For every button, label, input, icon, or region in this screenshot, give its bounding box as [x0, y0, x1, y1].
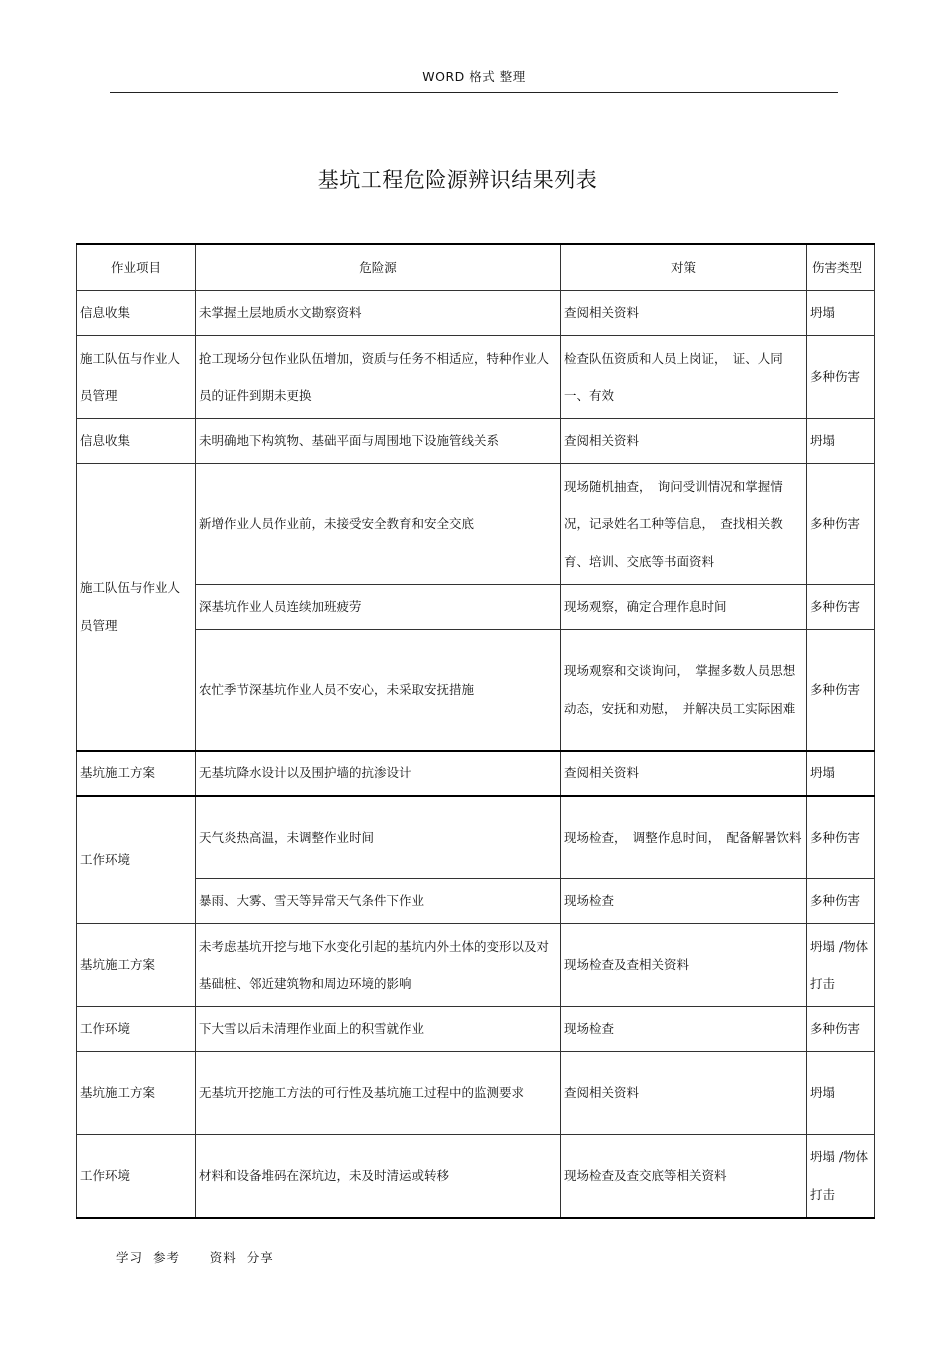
table-row — [77, 630, 875, 751]
cell-type: 坍塌 /物体打击 — [807, 1135, 875, 1218]
cell-type: 多种伤害 — [807, 879, 875, 924]
cell-hazard: 未掌握土层地质水文勘察资料 — [196, 291, 561, 336]
cell-hazard: 未明确地下构筑物、基础平面与周围地下设施管线关系 — [196, 419, 561, 464]
cell-measure: 查阅相关资料 — [561, 751, 807, 796]
cell-type: 坍塌 — [807, 291, 875, 336]
cell-item: 工作环境 — [77, 1135, 196, 1218]
cell-type: 坍塌 — [807, 1052, 875, 1135]
table-row — [77, 1135, 875, 1218]
page-header: WORD 格式 整理 — [110, 66, 838, 93]
column-header-measure: 对策 — [561, 244, 807, 291]
cell-item: 施工队伍与作业人员管理 — [77, 336, 196, 419]
cell-item: 工作环境 — [77, 796, 196, 924]
column-header-item: 作业项目 — [77, 244, 196, 291]
table-header-row — [77, 244, 875, 291]
cell-type: 多种伤害 — [807, 1007, 875, 1052]
hazard-table — [76, 243, 875, 1219]
cell-item: 基坑施工方案 — [77, 1052, 196, 1135]
table-row — [77, 1052, 875, 1135]
cell-type: 多种伤害 — [807, 630, 875, 751]
cell-measure: 现场检查及查交底等相关资料 — [561, 1135, 807, 1218]
cell-measure: 现场检查 — [561, 879, 807, 924]
cell-type: 坍塌 — [807, 751, 875, 796]
table-row — [77, 924, 875, 1007]
cell-hazard: 农忙季节深基坑作业人员不安心，未采取安抚措施 — [196, 630, 561, 751]
cell-measure: 查阅相关资料 — [561, 291, 807, 336]
page-footer: 学习 参考 资料 分享 — [116, 1250, 274, 1265]
cell-measure: 现场随机抽查， 询问受训情况和掌握情况，记录姓名工种等信息， 查找相关教育、培训、交底等书面资料 — [561, 464, 807, 585]
cell-measure: 现场观察和交谈询问， 掌握多数人员思想动态，安抚和劝慰， 并解决员工实际困难 — [561, 630, 807, 751]
cell-item: 工作环境 — [77, 1007, 196, 1052]
cell-hazard: 无基坑降水设计以及围护墙的抗渗设计 — [196, 751, 561, 796]
table-row — [77, 751, 875, 796]
cell-measure: 现场检查及查相关资料 — [561, 924, 807, 1007]
table-row — [77, 336, 875, 419]
cell-measure: 现场观察，确定合理作息时间 — [561, 585, 807, 630]
table-row — [77, 879, 875, 924]
table-row — [77, 585, 875, 630]
document-title: 基坑工程危险源辨识结果列表 — [317, 168, 598, 192]
cell-hazard: 天气炎热高温，未调整作业时间 — [196, 796, 561, 879]
cell-item: 基坑施工方案 — [77, 751, 196, 796]
cell-type: 坍塌 — [807, 419, 875, 464]
cell-type: 多种伤害 — [807, 796, 875, 879]
cell-hazard: 暴雨、大雾、雪天等异常天气条件下作业 — [196, 879, 561, 924]
cell-measure: 现场检查， 调整作息时间， 配备解暑饮料 — [561, 796, 807, 879]
cell-hazard: 无基坑开挖施工方法的可行性及基坑施工过程中的监测要求 — [196, 1052, 561, 1135]
cell-hazard: 深基坑作业人员连续加班疲劳 — [196, 585, 561, 630]
cell-measure: 查阅相关资料 — [561, 419, 807, 464]
table-row — [77, 796, 875, 879]
cell-measure: 现场检查 — [561, 1007, 807, 1052]
cell-item: 信息收集 — [77, 291, 196, 336]
column-header-type: 伤害类型 — [807, 244, 875, 291]
cell-hazard: 抢工现场分包作业队伍增加，资质与任务不相适应，特种作业人员的证件到期未更换 — [196, 336, 561, 419]
cell-hazard: 新增作业人员作业前，未接受安全教育和安全交底 — [196, 464, 561, 585]
cell-type: 坍塌 /物体打击 — [807, 924, 875, 1007]
table-row — [77, 1007, 875, 1052]
column-header-hazard: 危险源 — [196, 244, 561, 291]
cell-type: 多种伤害 — [807, 464, 875, 585]
cell-type: 多种伤害 — [807, 585, 875, 630]
table-row — [77, 464, 875, 585]
cell-measure: 检查队伍资质和人员上岗证， 证、人同一、有效 — [561, 336, 807, 419]
cell-measure: 查阅相关资料 — [561, 1052, 807, 1135]
cell-type: 多种伤害 — [807, 336, 875, 419]
cell-item: 信息收集 — [77, 419, 196, 464]
table-row — [77, 291, 875, 336]
table-row — [77, 419, 875, 464]
cell-item: 施工队伍与作业人员管理 — [77, 464, 196, 751]
cell-hazard: 未考虑基坑开挖与地下水变化引起的基坑内外土体的变形以及对基础桩、邻近建筑物和周边环境的影响 — [196, 924, 561, 1007]
cell-item: 基坑施工方案 — [77, 924, 196, 1007]
cell-hazard: 下大雪以后未清理作业面上的积雪就作业 — [196, 1007, 561, 1052]
cell-hazard: 材料和设备堆码在深坑边，未及时清运或转移 — [196, 1135, 561, 1218]
